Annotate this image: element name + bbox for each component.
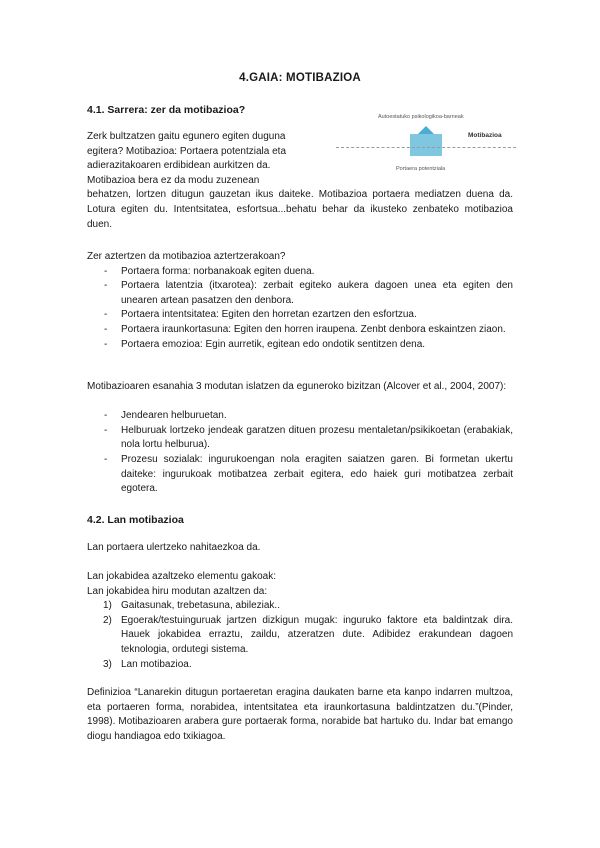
expression-intro: Motibazioaren esanahia 3 modutan islatzen da eguneroko bizitzan (Alcover et al., 2004, 2007): xyxy=(87,381,507,392)
factors-list xyxy=(87,599,513,672)
intro-line: adierazitakoaren erdibidean aurkitzen da. xyxy=(87,160,271,172)
list-item: - Portaera emozioa: Egin aurretik, egitean edo ondotik sentitzen dena. xyxy=(87,338,513,353)
list-item xyxy=(87,599,513,614)
list-item: - Portaera latentzia (itxarotea): zerbait egiteko aukera dagoen unea eta egiten den unearen artean pasatzen den denbora. xyxy=(87,279,513,308)
list-text: Lan motibazioa. xyxy=(121,658,192,670)
diagram-box xyxy=(410,134,442,156)
list-text: Egoerak/testuinguruak jartzen dizkigun mugak: inguruko faktore eta baldintzak dira. Hauek jokabidea erraztu, zaildu, atzeratzen dute. Adibidez erakundean dagoen teknologia, ordutegi sistema. xyxy=(121,614,513,655)
definition-paragraph: Definizioa “Lanarekin ditugun portaeretan eragina daukaten barne eta kanpo indarren multzoa, eta portaeren forma, norabidea, intentsitatea eta iraunkortasuna baldintzatzen du.”(Pinder, 1998). Motibazioaren arabera gure portaerak forma, norabide bat hartuko du. Indar bat emango diogu handiagoa edo txikiagoa. xyxy=(87,687,513,742)
list-number: 3) xyxy=(103,658,112,670)
list-item xyxy=(87,658,513,673)
diagram-dashed-line xyxy=(336,147,516,148)
work-paragraph: Lan portaera ulertzeko nahitaezkoa da. xyxy=(87,542,261,553)
list-item: - Portaera iraunkortasuna: Egiten den horren iraupena. Zenbt denbora eskaintzen ziaon. xyxy=(87,323,513,338)
list-item: - Portaera intentsitatea: Egiten den horretan ezartzen den esfortzua. xyxy=(87,308,513,323)
list-item: - Jendearen helburuetan. xyxy=(87,409,513,424)
diagram-right-label: Motibazioa xyxy=(468,132,502,139)
work-explained: Lan jokabidea hiru modutan azaltzen da: xyxy=(87,585,268,597)
intro-paragraph: behatzen, lortzen ditugun gauzetan ikus daiteke. Motibazioa portaera mediatzen duena da. Lotura egiten du. Intentsitatea, esfortsua...behatu behar da ikusteko zenbateko motibazioa duen. xyxy=(87,189,513,230)
diagram-top-label: Autoestatuko psikologikoa-barneak xyxy=(378,114,464,120)
motivation-diagram xyxy=(336,114,516,178)
analysis-question: Zer aztertzen da motibazioa aztertzerakoan? xyxy=(87,251,286,262)
list-number: 1) xyxy=(103,600,112,612)
intro-line: Zerk bultzatzen gaitu egunero egiten duguna xyxy=(87,131,286,142)
list-item: - Helburuak lortzeko jendeak garatzen dituen prozesu mentaletan/psikikoetan (erabakiak, nola lortu helburua). xyxy=(87,424,513,453)
list-item: - Prozesu sozialak: ingurukoengan nola eragiten saiatzen garen. Bi formetan ukertu daiteke: ingurukoak motibatzea zerbait egitera, edo haiek guri motibatzea zerbait egotera. xyxy=(87,453,513,497)
aspects-list xyxy=(87,265,513,353)
intro-line: Motibazioa bera ez da modu zuzenean xyxy=(87,174,260,186)
list-item xyxy=(87,614,513,658)
page-title: 4.GAIA: MOTIBAZIOA xyxy=(239,72,361,84)
section-heading-work: 4.2. Lan motibazioa xyxy=(87,514,184,526)
section-heading-intro: 4.1. Sarrera: zer da motibazioa? xyxy=(87,104,246,116)
list-item: - Portaera forma: norbanakoak egiten duena. xyxy=(87,265,513,280)
diagram-bottom-label: Portaera potentziala xyxy=(396,166,446,172)
expression-list xyxy=(87,409,513,497)
list-text: Gaitasunak, trebetasuna, abileziak.. xyxy=(121,600,280,612)
work-key-elements: Lan jokabidea azaltzeko elementu gakoak: xyxy=(87,571,277,582)
intro-line: egitera? Motibazioa: Portaera potentziala eta xyxy=(87,145,287,157)
list-number: 2) xyxy=(103,614,112,626)
